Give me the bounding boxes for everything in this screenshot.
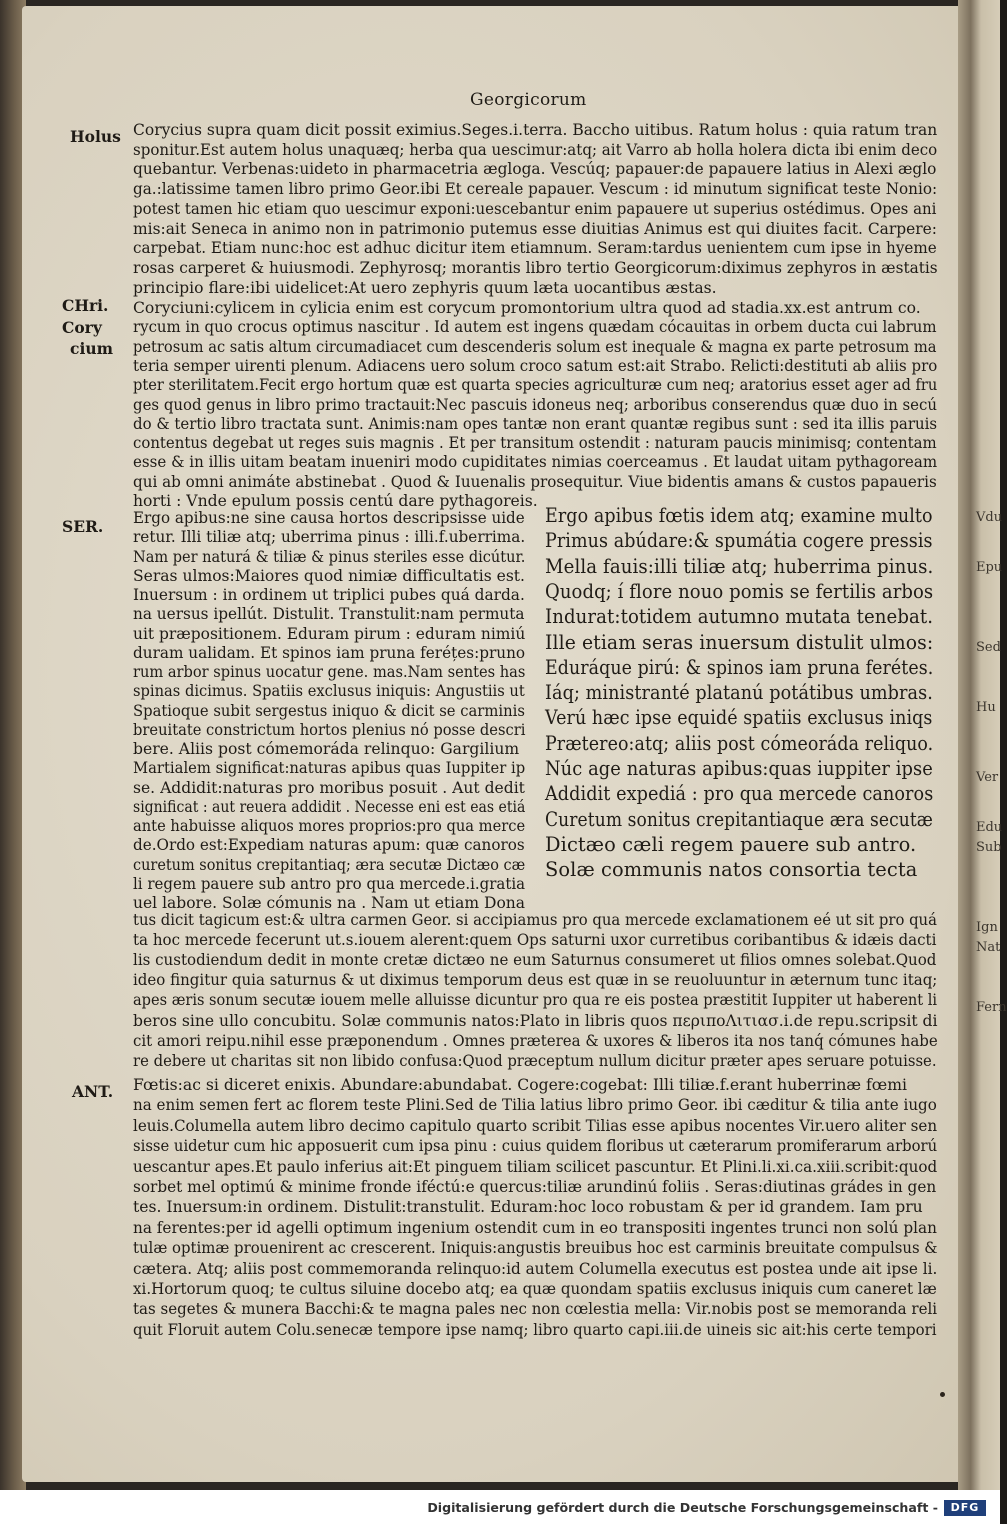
gutter-fragment: Edu <box>976 820 1003 835</box>
margin-note: CHri. <box>62 296 109 315</box>
text-line: petrosum ac satis altum circumadiacet cum descenderis solum est inequale & magna ex parte petrosum ma <box>133 337 937 356</box>
gutter-fragment: Sub <box>976 840 1002 855</box>
text-line: contentus degebat ut reges suis magnis . Et per transitum ostendit : naturam paucis minimisq; contentam <box>133 434 937 453</box>
text-line: Seras ulmos:Maiores quod nimiæ difficultatis est. <box>133 566 525 585</box>
text-line: significat : aut reuera addidit . Necesse eni est eas etiá <box>133 797 526 816</box>
text-line: uel labore. Solæ cómunis na . Nam ut etiam Dona <box>133 894 526 912</box>
text-line: curetum sonitus crepitantiaq; æra secutæ Dictæo cæ <box>133 855 526 874</box>
text-line: breuitate constrictum hortos plenius nó posse descri <box>133 720 526 739</box>
margin-note: cium <box>70 339 113 358</box>
text-line: tes. Inuersum:in ordinem. Distulit:transtulit. Eduram:hoc loco robustam & per id grandem. Iam pru <box>133 1198 923 1217</box>
margin-note: Cory <box>62 318 102 337</box>
verse-line: Indurat:totidem autumno mutata tenebat. <box>545 605 934 629</box>
text-line: Coryciuni:cylicem in cylicia enim est corycum promontorium ultra quod ad stadia.xx.est antrum co. <box>133 299 921 317</box>
text-line: quit Floruit autem Colu.senecæ tempore ipse namq; libro quarto capi.iii.de uineis sic ait:his certe tempori <box>133 1320 937 1339</box>
gutter-fragment: Hu <box>976 700 996 715</box>
text-line: mis:ait Seneca in animo non in patrimonio putemus esse diuitias Animus est qui diuites facit. Carpere: <box>133 219 937 238</box>
text-line: Spatioque subit sergestus iniquo & dicit se carminis <box>133 701 525 720</box>
text-line: sponitur.Est autem holus unaquæq; herba qua uescimur:atq; ait Varro ab holla holera dicta ibi enim deco <box>133 140 938 159</box>
verse-line: Solæ communis natos consortia tecta <box>545 858 918 882</box>
running-head: Georgicorum <box>470 90 587 110</box>
text-line: ga.:latissime tamen libro primo Geor.ibi Et cereale papauer. Vescum : id minutum significat teste Nonio: <box>133 180 938 199</box>
verse-line: Primus abúdare:& spumátia cogere pressis <box>545 529 933 553</box>
text-line: esse & in illis uitam beatam inueniri modo cupiditates nimias coerceamus . Et laudat uitam pythagoream <box>133 453 938 472</box>
text-line: leuis.Columella autem libro decimo capitulo quarto scribit Tilias esse apibus nocentes Vir.uero aliter sen <box>133 1116 938 1135</box>
dfg-logo: DFG <box>944 1500 986 1516</box>
margin-note: SER. <box>62 517 104 536</box>
text-line: sorbet mel optimú & minime fronde iféctú:e quercus:tiliæ arundinú foliis . Seras:diutinas grádes in gen <box>133 1178 937 1196</box>
verse-line: Iáq; ministranté platanú potátibus umbras. <box>545 681 933 705</box>
text-line: uit præpositionem. Eduram pirum : eduram nimiú <box>133 624 526 643</box>
text-line: spinas dicimus. Spatiis exclusus iniquis: Angustiis ut <box>133 682 525 701</box>
text-line: tus dicit tagicum est:& ultra carmen Geor. si accipiamus pro qua mercede exclamationem eé ut sit pro quá <box>133 911 937 929</box>
text-line: li regem pauere sub antro pro qua mercede.i.gratia <box>133 874 526 893</box>
text-line: ante habuisse aliquos mores proprios:pro qua merce <box>133 817 526 835</box>
text-line: sisse uidetur cum hic apposuerit cum ipsa pinu : cuius quidem floribus ut cæterarum promiferarum arború <box>133 1137 938 1156</box>
text-line: carpebat. Etiam nunc:hoc est adhuc dicitur item etiamnum. Seram:tardus uenientem cum ipse in hyeme <box>133 239 937 258</box>
text-line: cit amori reipu.nihil esse præponendum . Omnes præterea & uxores & liberos ita nos tanq́ cómunes habe <box>133 1031 938 1050</box>
margin-note: Holus <box>70 127 121 146</box>
text-line: beros sine ullo concubitu. Solæ communis natos:Plato in libris quos περιποΛιτιασ.i.de repu.scripsit di <box>133 1011 938 1030</box>
text-line: ideo fingitur quia saturnus & ut diximus temporum deus est quæ in se reuoluuntur in æternum tunc itaq; <box>133 971 938 990</box>
text-line: apes æris sonum secutæ iouem melle alluisse dicuntur pro qua re eis postea præstitit Iuppiter ut haberent li <box>133 991 938 1010</box>
text-line: ta hoc mercede fecerunt ut.s.iouem alerent:quem Ops saturni uxor curretibus coribantibus & idæis dacti <box>133 931 937 950</box>
text-line: na ferentes:per id agelli optimum ingenium ostendit cum in eo transpositi ingentes trunci non solú plan <box>133 1218 937 1237</box>
text-line: xi.Hortorum quoq; te cultus siluine docebo atq; ea quæ quondam spatiis exclusus iniquis cum caneret læ <box>133 1280 937 1298</box>
text-line: horti : Vnde epulum possis centú dare pythagoreis. <box>133 492 538 510</box>
text-line: duram ualidam. Et spinos iam pruna feréțes:pruno <box>133 643 526 662</box>
text-line: se. Addidit:naturas pro moribus posuit . Aut dedit <box>133 778 525 797</box>
gutter-fragment: Nat <box>976 940 1001 955</box>
text-line: ges quod genus in libro primo tractauit:Nec pascuis idoneus neq; arboribus conserendus quæ duo in secú <box>133 395 938 414</box>
text-line: retur. Illi tiliæ atq; uberrima pinus : illi.f.uberrima. <box>133 528 526 547</box>
text-line: Inuersum : in ordinem ut triplici pubes quá darda. <box>133 586 525 604</box>
gutter-fragment: Ver <box>976 770 999 785</box>
ink-speck <box>940 1392 945 1397</box>
text-line: Nam per naturá & tiliæ & pinus steriles esse dicútur. <box>133 547 526 566</box>
text-line: Fœtis:ac si diceret enixis. Abundare:abundabat. Cogere:cogebat: Illi tiliæ.f.erant huberrinæ fœmi <box>133 1076 907 1094</box>
verse-line: Prætereo:atq; aliis post cómeoráda reliquo. <box>545 731 934 755</box>
text-line: principio flare:ibi uidelicet:At uero zephyris quum læta uocantibus æstas. <box>133 278 717 297</box>
text-line: tulæ optimæ prouenirent ac crescerent. Iniquis:angustis breuibus hoc est carminis breuitate compulsus & <box>133 1239 938 1258</box>
verse-line: Eduráque pirú: & spinos iam pruna ferétes. <box>545 655 934 679</box>
text-line: uescantur apes.Et paulo inferius ait:Et pinguem tiliam scilicet pascuntur. Et Plini.li.xi.ca.xiii.scribit:quod <box>133 1157 938 1176</box>
text-line: cætera. Atq; aliis post commemoranda relinquo:id autem Columella executus est postea unde ait ipse li. <box>133 1259 938 1278</box>
footer-credit: Digitalisierung gefördert durch die Deutsche Forschungsgemeinschaft - <box>427 1500 938 1515</box>
gutter-fragment: Ign <box>976 920 998 935</box>
text-line: de.Ordo est:Expediam naturas apum: quæ canoros <box>133 836 525 855</box>
text-line: Martialem significat:naturas apibus quas Iuppiter ip <box>133 759 526 778</box>
text-line: Corycius supra quam dicit possit eximius.Seges.i.terra. Baccho uitibus. Ratum holus : quia ratum tran <box>133 121 938 139</box>
gutter-fragment: Epu <box>976 560 1003 575</box>
verse-line: Dictæo cæli regem pauere sub antro. <box>545 832 917 856</box>
text-line: do & tertio libro tractata sunt. Animis:nam opes tantæ non erant quantæ regibus sunt : sed ita illis paruis <box>133 414 938 433</box>
gutter-fragment: Vdu <box>976 510 1003 525</box>
verse-line: Ergo apibus fœtis idem atq; examine multo <box>545 504 933 527</box>
text-line: na enim semen fert ac florem teste Plini.Sed de Tilia latius libro primo Geor. ibi cæditur & tilia ante iugo <box>133 1096 937 1115</box>
text-line: rycum in quo crocus optimus nascitur . Id autem est ingens quædam cócauitas in orbem ducta cui labrum <box>133 318 937 337</box>
text-line: Ergo apibus:ne sine causa hortos descripsisse uide <box>133 509 525 527</box>
gutter-fragment: Sed <box>976 640 1001 655</box>
facing-page-gutter <box>958 0 1003 1490</box>
text-line: qui ab omni animáte abstinebat . Quod & Iuuenalis prosequitur. Viue bidentis amans & custos papaueris <box>133 472 937 491</box>
text-line: tas segetes & munera Bacchi:& te magna pales nec non cœlestia mella: Vir.nobis post se memoranda reli <box>133 1300 938 1319</box>
text-line: rosas carperet & huiusmodi. Zephyrosq; morantis libro tertio Georgicorum:diximus zephyros in æstatis <box>133 258 938 277</box>
verse-line: Quodq; í flore nouo pomis se fertilis arbos <box>545 579 934 603</box>
verse-line: Ille etiam seras inuersum distulit ulmos: <box>545 630 934 654</box>
text-line: pter sterilitatem.Fecit ergo hortum quæ est quarta species agriculturæ cum neq; aratorius esset ager ad fru <box>133 376 938 395</box>
text-line: bere. Aliis post cómemoráda relinquo: Gargilium <box>133 740 520 758</box>
text-line: na uersus ipellút. Distulit. Transtulit:nam permuta <box>133 605 525 624</box>
gutter-fragment: Fern <box>976 1000 1007 1015</box>
verse-line: Addidit expediá : pro qua mercede canoros <box>545 782 934 806</box>
verse-line: Verú hæc ipse equidé spatiis exclusus iniqs <box>545 706 933 730</box>
verse-line: Mella fauis:illi tiliæ atq; huberrima pinus. <box>545 554 934 578</box>
text-line: re debere ut charitas sit non libido confusa:Quod præceptum nullum dicitur præter apes seruare potuisse. <box>133 1051 937 1070</box>
text-line: potest tamen hic etiam quo uescimur exponi:uescebantur enim papauere ut superius ostédimus. Opes ani <box>133 199 937 218</box>
text-line: rum arbor spinus uocatur gene. mas.Nam sentes has <box>133 663 526 681</box>
text-line: quebantur. Verbenas:uideto in pharmacetria ægloga. Vescúq; papauer:de papauere latius in Alexi æglo <box>133 160 937 179</box>
text-line: lis custodiendum dedit in monte cretæ dictæo ne eum Saturnus consumeret ut filios omnes solebat.Quod <box>133 951 937 970</box>
verse-line: Núc age naturas apibus:quas iuppiter ipse <box>545 757 933 780</box>
verse-line: Curetum sonitus crepitantiaque æra secutæ <box>545 807 933 831</box>
margin-note: ANT. <box>72 1082 114 1101</box>
text-line: teria semper uirenti plenum. Adiacens uero solum croco satum est:ait Strabo. Relicti:destituti ab aliis pro <box>133 356 938 375</box>
